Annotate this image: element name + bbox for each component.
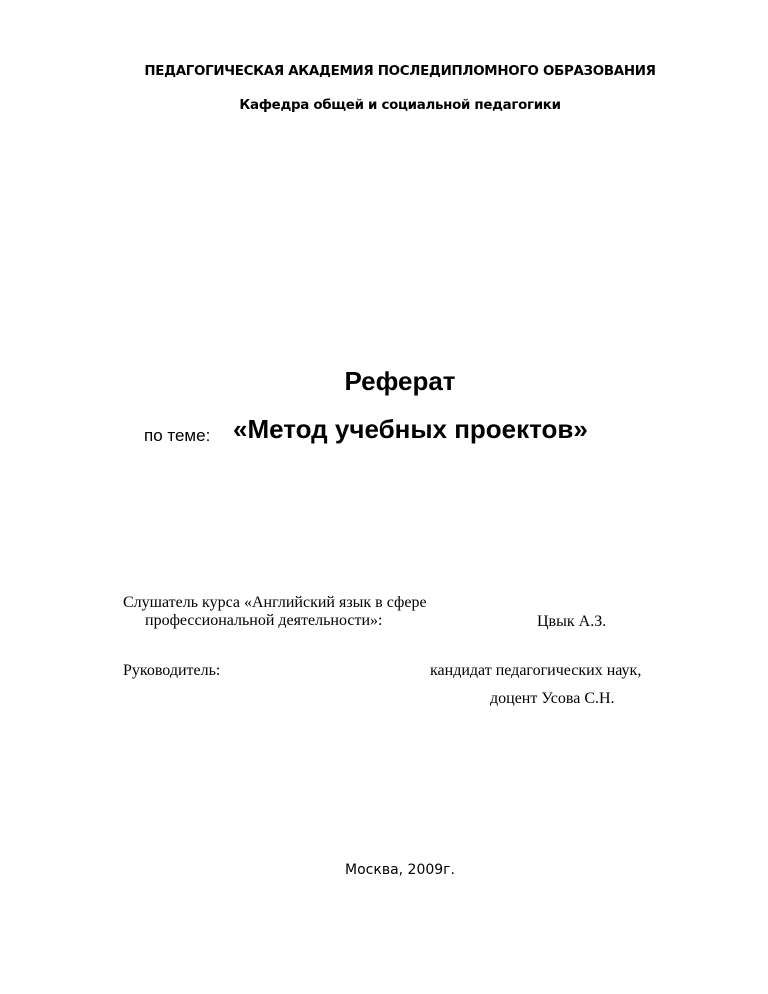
topic-prefix: по теме: xyxy=(144,426,211,445)
supervisor-degree: кандидат педагогических наук, xyxy=(430,662,642,679)
student-course-label-line1: Слушатель курса «Английский язык в сфере xyxy=(123,594,427,611)
student-name: Цвык А.З. xyxy=(537,613,607,630)
supervisor-label: Руководитель: xyxy=(123,662,221,679)
city-year: Москва, 2009г. xyxy=(345,862,455,878)
document-type-heading: Реферат xyxy=(344,366,456,396)
topic-title: «Метод учебных проектов» xyxy=(233,414,588,444)
supervisor-name: доцент Усова С.Н. xyxy=(490,690,615,707)
institution-name: ПЕДАГОГИЧЕСКАЯ АКАДЕМИЯ ПОСЛЕДИПЛОМНОГО ОБРАЗОВАНИЯ xyxy=(144,64,656,79)
department-name: Кафедра общей и социальной педагогики xyxy=(239,98,561,113)
student-course-label-line2: профессиональной деятельности»: xyxy=(145,612,383,629)
